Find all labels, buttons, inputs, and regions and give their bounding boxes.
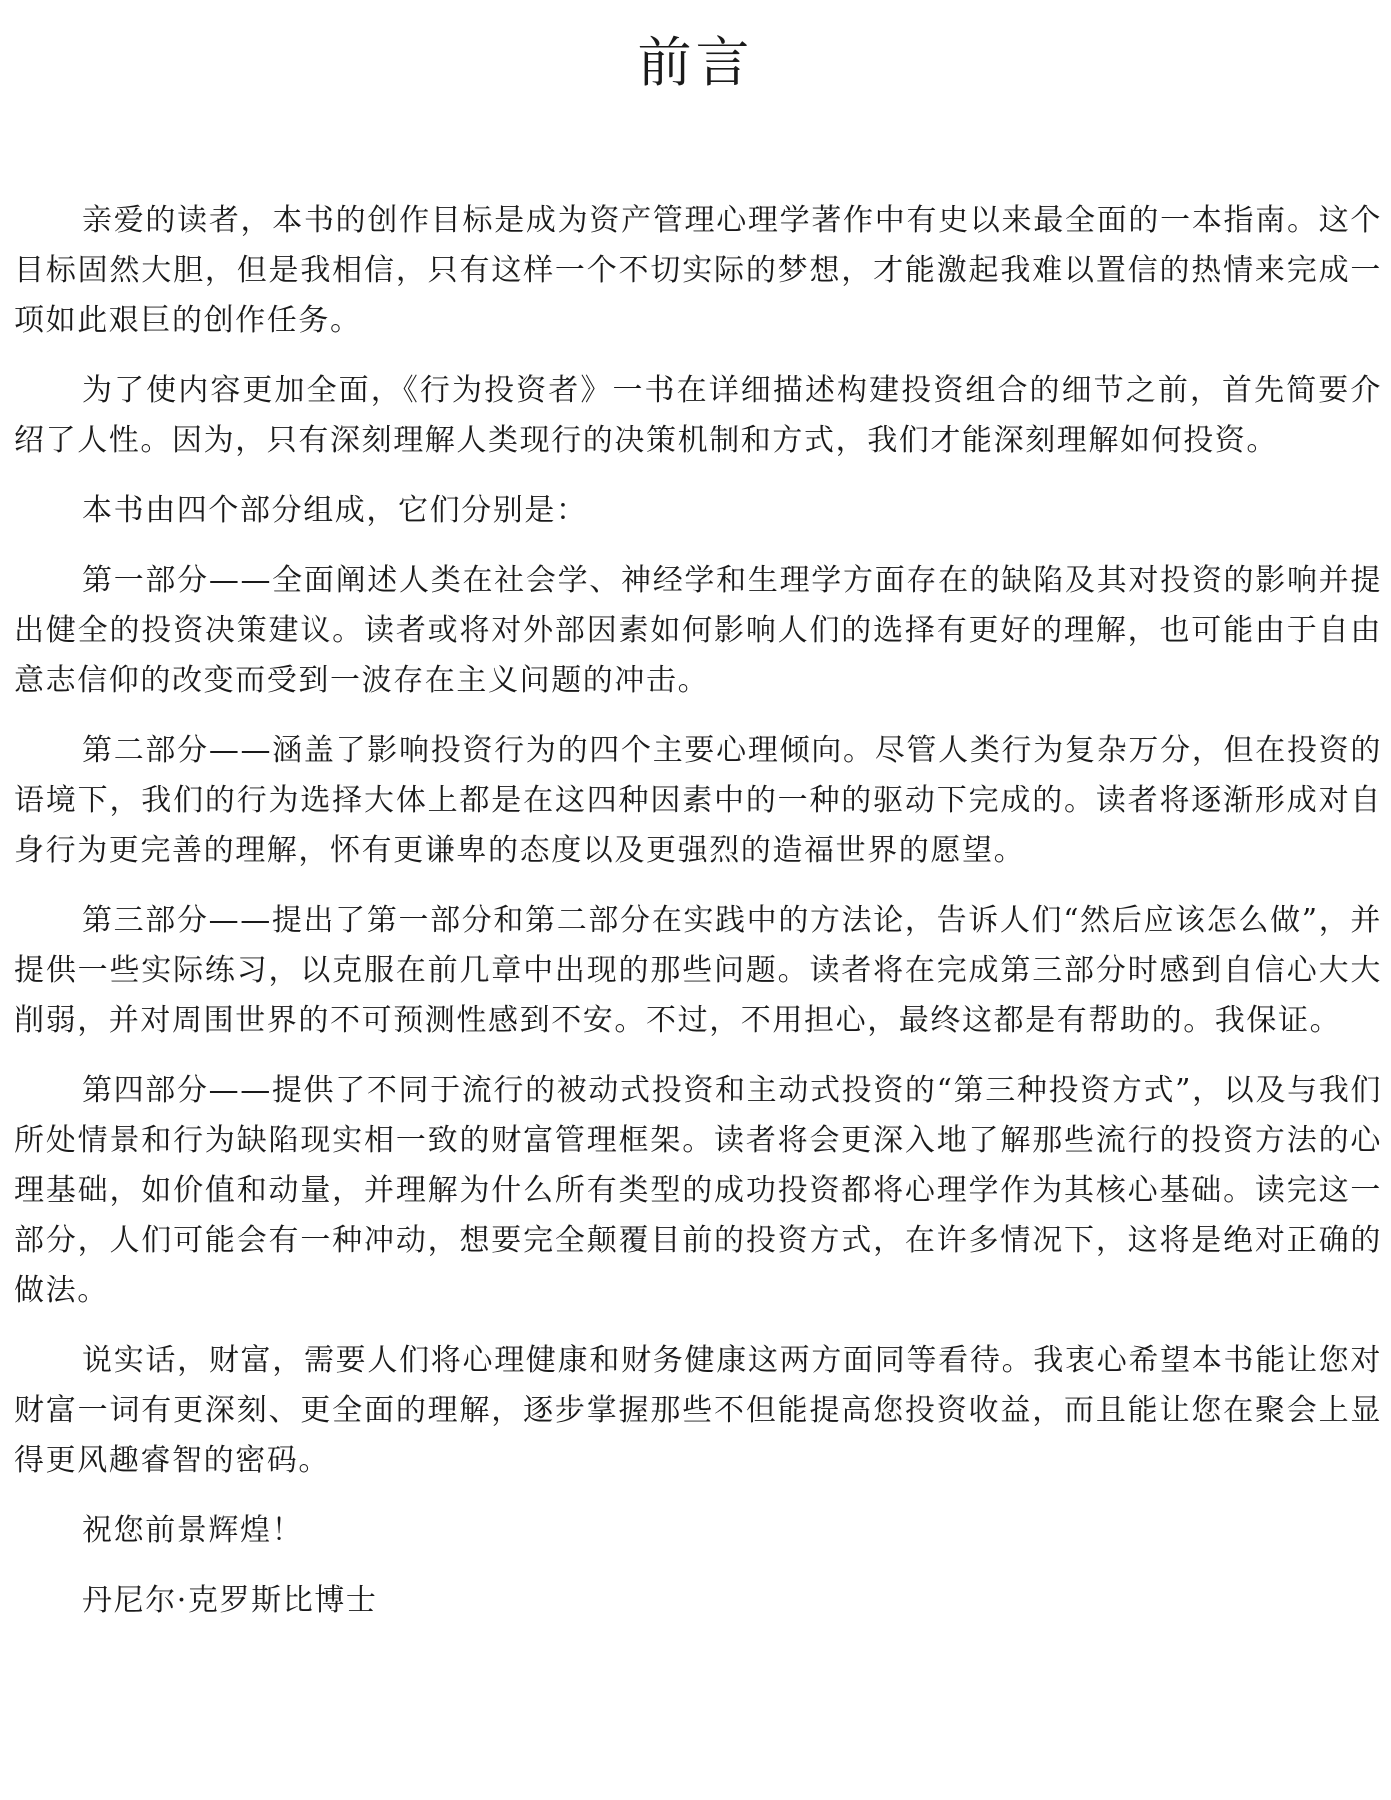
page-title: 前言 <box>637 31 754 94</box>
author-signature: 丹尼尔·克罗斯比博士 <box>82 1583 378 1618</box>
closing-line: 祝您前景辉煌！ <box>82 1513 304 1548</box>
paragraph-content-scope: 为了使内容更加全面，《行为投资者》一书在详细描述构建投资组合的细节之前，首先简要介绍了人性。因为，只有深刻理解人类现行的决策机制和方式，我们才能深刻理解如何投资。 <box>14 373 1382 458</box>
paragraph-part-one: 第一部分——全面阐述人类在社会学、神经学和生理学方面存在的缺陷及其对投资的影响并提出健全的投资决策建议。读者或将对外部因素如何影响人们的选择有更好的理解，也可能由于自由意志信仰的改变而受到一波存在主义问题的冲击。 <box>14 563 1382 698</box>
paragraph-structure: 本书由四个部分组成，它们分别是： <box>82 493 588 528</box>
paragraph-intro: 亲爱的读者，本书的创作目标是成为资产管理心理学著作中有史以来最全面的一本指南。这个目标固然大胆，但是我相信，只有这样一个不切实际的梦想，才能激起我难以置信的热情来完成一项如此艰巨的创作任务。 <box>14 203 1382 338</box>
paragraph-part-two: 第二部分——涵盖了影响投资行为的四个主要心理倾向。尽管人类行为复杂万分，但在投资的语境下，我们的行为选择大体上都是在这四种因素中的一种的驱动下完成的。读者将逐渐形成对自身行为更完善的理解，怀有更谦卑的态度以及更强烈的造福世界的愿望。 <box>14 733 1382 868</box>
paragraph-part-three: 第三部分——提出了第一部分和第二部分在实践中的方法论，告诉人们“然后应该怎么做”，并提供一些实际练习，以克服在前几章中出现的那些问题。读者将在完成第三部分时感到自信心大大削弱，并对周围世界的不可预测性感到不安。不过，不用担心，最终这都是有帮助的。我保证。 <box>14 903 1382 1038</box>
preface-body <box>14 196 1382 1646</box>
paragraph-part-four: 第四部分——提供了不同于流行的被动式投资和主动式投资的“第三种投资方式”，以及与我们所处情景和行为缺陷现实相一致的财富管理框架。读者将会更深入地了解那些流行的投资方法的心理基础，如价值和动量，并理解为什么所有类型的成功投资都将心理学作为其核心基础。读完这一部分，人们可能会有一种冲动，想要完全颠覆目前的投资方式，在许多情况下，这将是绝对正确的做法。 <box>14 1073 1382 1308</box>
paragraph-conclusion: 说实话，财富，需要人们将心理健康和财务健康这两方面同等看待。我衷心希望本书能让您对财富一词有更深刻、更全面的理解，逐步掌握那些不但能提高您投资收益，而且能让您在聚会上显得更风趣睿智的密码。 <box>14 1343 1382 1478</box>
